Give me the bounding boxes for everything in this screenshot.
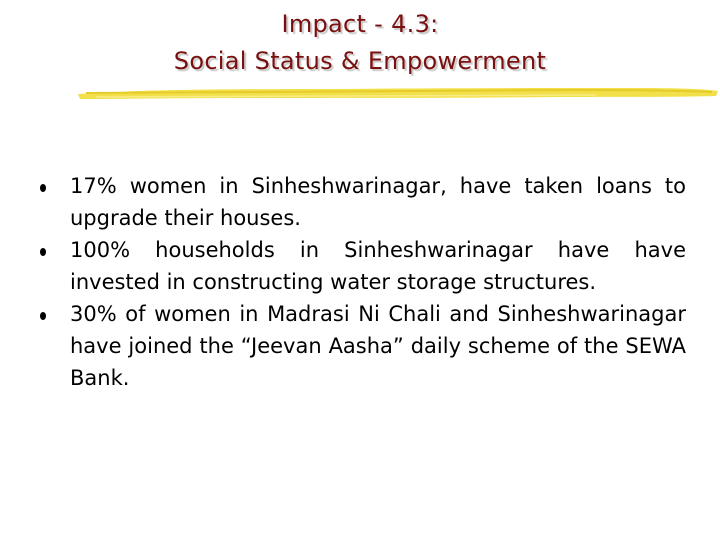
slide-title-line-2: Social Status & Empowerment	[173, 47, 547, 75]
bullet-text: 100% households in Sinheshwarinagar have have invested in constructing water storage structures.	[70, 238, 686, 294]
title-underline-brushstroke	[76, 82, 720, 104]
bullet-item	[40, 298, 686, 394]
bullet-item	[40, 170, 686, 234]
slide-title-line-1: Impact - 4.3:	[281, 10, 439, 38]
bullet-item	[40, 234, 686, 298]
bullet-dot-icon	[40, 184, 46, 192]
bullet-text: 30% of women in Madrasi Ni Chali and Sinheshwarinagar have joined the “Jeevan Aasha” daily scheme of the SEWA Bank.	[70, 302, 686, 390]
bullet-dot-icon	[40, 312, 46, 320]
slide-title	[40, 6, 680, 80]
bullet-dot-icon	[40, 248, 46, 256]
bullet-list	[40, 170, 686, 394]
bullet-text: 17% women in Sinheshwarinagar, have taken loans to upgrade their houses.	[70, 174, 686, 230]
